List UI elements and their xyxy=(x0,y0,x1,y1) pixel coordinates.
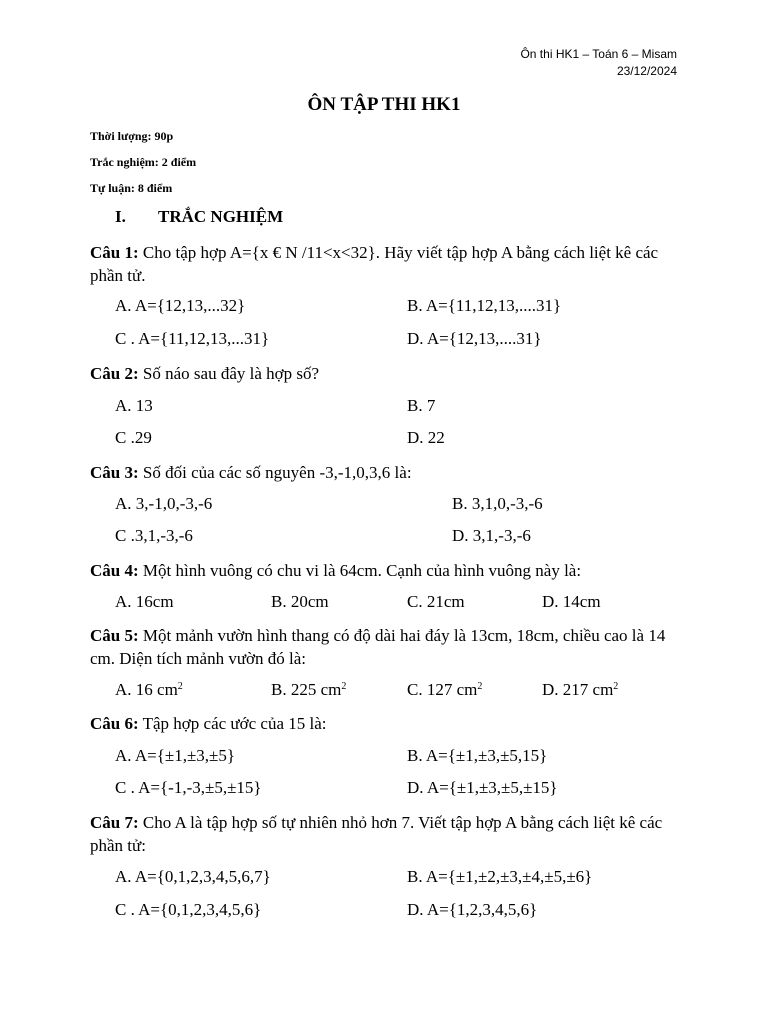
question-1 xyxy=(90,241,680,287)
option-a: A. 16 $cm^2$ xyxy=(115,680,183,699)
header-date: 23/12/2024 xyxy=(616,64,677,78)
meta-duration: Thời lượng: 90p xyxy=(90,129,174,143)
option-d: D. 3,1,-3,-6 xyxy=(452,526,531,545)
question-text: Cho tập hợp A={x € N /11<x<32}. Hãy viết tập hợp A bằng cách liệt kê các phần tử. xyxy=(90,243,659,285)
option-c: C. 127 $cm^2$ xyxy=(407,680,483,699)
option-a: A. 13 xyxy=(115,396,153,415)
option-d: D. A={1,2,3,4,5,6} xyxy=(407,900,538,919)
option-a: A. 16cm xyxy=(115,592,174,611)
option-c: C .3,1,-3,-6 xyxy=(115,526,193,545)
option-a: A. 3,-1,0,-3,-6 xyxy=(115,494,213,513)
question-text: Số đối của các số nguyên -3,-1,0,3,6 là: xyxy=(138,463,412,482)
superscript: 2 xyxy=(177,681,183,692)
superscript: 2 xyxy=(477,681,483,692)
option-c: C .29 xyxy=(115,428,152,447)
superscript: 2 xyxy=(341,681,347,692)
question-label: Câu 2: xyxy=(90,364,139,383)
option-b: B. A={±1,±2,±3,±4,±5,±6} xyxy=(407,867,593,886)
question-label: Câu 7: xyxy=(90,813,139,832)
section-title: TRẮC NGHIỆM xyxy=(158,207,284,226)
question-label: Câu 6: xyxy=(90,714,139,733)
question-text: Số náo sau đây là hợp số? xyxy=(138,364,320,383)
option-c: C . A={-1,-3,±5,±15} xyxy=(115,778,262,797)
question-4 xyxy=(90,559,680,582)
option-d: D. A={±1,±3,±5,±15} xyxy=(407,778,558,797)
header-course: Ôn thi HK1 – Toán 6 – Misam xyxy=(520,47,677,61)
page-title: ÔN TẬP THI HK1 xyxy=(307,94,461,115)
option-a: A. A={±1,±3,±5} xyxy=(115,746,236,765)
question-label: Câu 3: xyxy=(90,463,139,482)
question-2 xyxy=(90,362,680,385)
option-c: C. 21cm xyxy=(407,592,465,611)
question-7 xyxy=(90,811,680,857)
option-c: C . A={11,12,13,...31} xyxy=(115,329,270,348)
question-text: Một mảnh vườn hình thang có độ dài hai đáy là 13cm, 18cm, chiều cao là 14 cm. Diện tích mảnh vườn đó là: xyxy=(90,626,666,668)
question-5 xyxy=(90,624,680,670)
page-header xyxy=(520,46,677,80)
section-number: I. xyxy=(115,207,126,226)
meta-mcq-points: Trắc nghiệm: 2 điểm xyxy=(90,155,197,169)
option-d: D. A={12,13,....31} xyxy=(407,329,542,348)
section-heading xyxy=(115,207,283,227)
option-b: B. A={±1,±3,±5,15} xyxy=(407,746,548,765)
question-label: Câu 5: xyxy=(90,626,139,645)
option-b: B. 225 $cm^2$ xyxy=(271,680,347,699)
question-text: Một hình vuông có chu vi là 64cm. Cạnh của hình vuông này là: xyxy=(138,561,582,580)
option-b: B. 7 xyxy=(407,396,436,415)
option-c: C . A={0,1,2,3,4,5,6} xyxy=(115,900,262,919)
option-d: D. 217 $cm^2$ xyxy=(542,680,619,699)
question-label: Câu 4: xyxy=(90,561,139,580)
question-label: Câu 1: xyxy=(90,243,139,262)
option-b: B. 20cm xyxy=(271,592,329,611)
option-d: D. 22 xyxy=(407,428,445,447)
option-d: D. 14cm xyxy=(542,592,601,611)
question-6 xyxy=(90,712,680,735)
option-b: B. 3,1,0,-3,-6 xyxy=(452,494,543,513)
superscript: 2 xyxy=(613,681,619,692)
question-text: Tập hợp các ước của 15 là: xyxy=(138,714,327,733)
option-a: A. A={0,1,2,3,4,5,6,7} xyxy=(115,867,271,886)
question-3 xyxy=(90,461,680,484)
meta-essay-points: Tự luận: 8 điểm xyxy=(90,181,173,195)
option-a: A. A={12,13,...32} xyxy=(115,296,246,315)
question-text: Cho A là tập hợp số tự nhiên nhỏ hơn 7. Viết tập hợp A bằng cách liệt kê các phần tử: xyxy=(90,813,663,855)
option-b: B. A={11,12,13,....31} xyxy=(407,296,562,315)
